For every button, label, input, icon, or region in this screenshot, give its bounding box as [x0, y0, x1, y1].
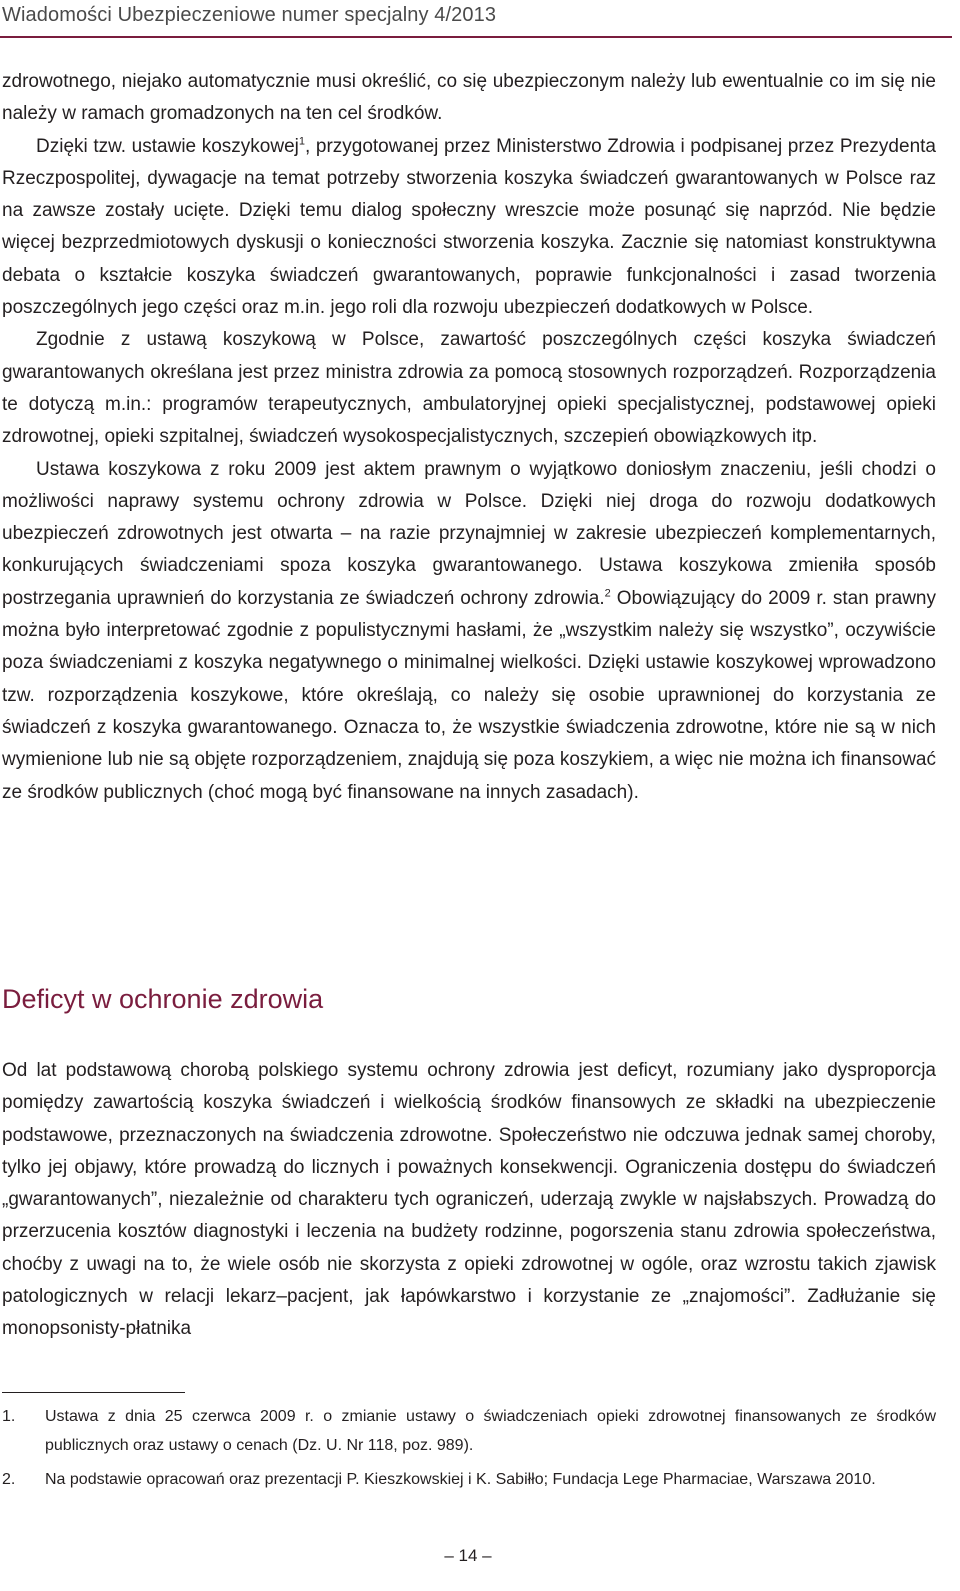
footnote-text: Na podstawie opracowań oraz prezentacji P. Kieszkowskiej i K. Sabiłło; Fundacja Lege Pharmaciae, Warszawa 2010.: [45, 1471, 876, 1488]
footnote-number: 1.: [2, 1408, 16, 1425]
footnote-ref-1[interactable]: 1: [298, 135, 305, 148]
footnote-1: [2, 1402, 936, 1460]
paragraph-text: Dzięki tzw. ustawie koszykowej: [36, 135, 299, 157]
footnote-divider: [2, 1392, 185, 1393]
paragraph-text: Ustawa koszykowa z roku 2009 jest aktem prawnym o wyjątkowo doniosłym znaczeniu, jeśli chodzi o możliwości naprawy systemu ochrony zdrowia w Polsce. Dzięki niej droga do rozwoju dodatkowych ubezpieczeń zdrowotnych jest otwarta – na razie przynajmniej w zakresie ubezpieczeń komplementarnych, konkurujących świadczeniami spoza koszyka gwarantowanego. Ustawa koszykowa zmieniła sposób postrzegania uprawnień do korzystania ze świadczeń ochrony zdrowia.: [2, 458, 936, 609]
paragraph-deficit: Od lat podstawową chorobą polskiego systemu ochrony zdrowia jest deficyt, rozumiany jako dysproporcja pomiędzy zawartością koszyka świadczeń i wielkością środków finansowych ze składki na ubezpieczenie podstawowe, przeznaczonych na świadczenia zdrowotne. Społeczeństwo nie odczuwa jednak samej choroby, tylko jej objawy, które prowadzą do licznych i poważnych konsekwencji. Ograniczenia dostępu do świadczeń „gwarantowanych”, niezależnie od charakteru tych ograniczeń, uderzają zwykle w najsłabszych. Prowadzą do przerzucenia kosztów diagnostyki i leczenia na budżety rodzinne, pogorszenia stanu zdrowia społeczeństwa, choćby z uwagi na to, że wiele osób nie skorzysta z opieki zdrowotnej w ogóle, oraz wzrostu takich zjawisk patologicznych w relacji lekarz–pacjent, jak łapówkarstwo i korzystanie ze „znajomości”. Zadłużanie się monopsonisty-płatnika: [2, 1060, 936, 1340]
footnote-number: 2.: [2, 1471, 16, 1488]
footnote-ref-2[interactable]: 2: [604, 587, 611, 600]
paragraph-text: Obowiązujący do 2009 r. stan prawny można było interpretować zgodnie z populistycznymi hasłami, że „wszystkim należy się wszystko”, oczywiście poza świadczeniami z koszyka negatywnego o minimalnej wielkości. Dzięki ustawie koszykowej wprowadzono tzw. rozporządzenia koszykowe, które określają, co należy się osobie uprawnionej do korzystania ze świadczeń z koszyka gwarantowanego. Oznacza to, że wszystkie świadczenia zdrowotne, które nie są w nich wymienione lub nie są objęte rozporządzeniem, znajdują się poza koszykiem, a więc nie można ich finansować ze środków publicznych (choć mogą być finansowane na innych zasadach).: [2, 587, 936, 803]
paragraph-continuation: zdrowotnego, niejako automatycznie musi określić, co się ubezpieczonym należy lub ewentualnie co im się nie należy w ramach gromadzonych na ten cel środków.: [2, 71, 936, 125]
section-heading: Deficyt w ochronie zdrowia: [2, 984, 324, 1014]
section-body: [2, 1055, 936, 1346]
footnotes: [2, 1402, 936, 1499]
paragraph-act-2009: [2, 454, 936, 809]
paragraph-basket-act: [2, 131, 936, 325]
paragraph-text: , przygotowanej przez Ministerstwo Zdrowia i podpisanej przez Prezydenta Rzeczpospolitej, dywagacje na temat potrzeby stworzenia koszyka świadczeń gwarantowanych w Polsce raz na zawsze zostały ucięte. Dzięki temu dialog społeczny wreszcie może posunąć się naprzód. Nie będzie więcej bezprzedmiotowych dyskusji o konieczności stworzenia koszyka. Zacznie się natomiast konstruktywna debata o kształcie koszyka świadczeń gwarantowanych, poprawie funkcjonalności i zasad tworzenia poszczególnych jego części oraz m.in. jego roli dla rozwoju ubezpieczeń dodatkowych w Polsce.: [2, 135, 936, 319]
paragraph-regulations: Zgodnie z ustawą koszykową w Polsce, zawartość poszczególnych części koszyka świadczeń gwarantowanych określana jest przez ministra zdrowia za pomocą stosownych rozporządzeń. Rozporządzenia te dotyczą m.in.: programów terapeutycznych, ambulatoryjnej opieki specjalistycznej, podstawowej opieki zdrowotnej, opieki szpitalnej, świadczeń wysokospecjalistycznych, szczepień obowiązkowych itp.: [2, 329, 936, 448]
journal-title: Wiadomości Ubezpieczeniowe numer specjalny 4/2013: [2, 4, 497, 26]
body-text-before-heading: [2, 66, 936, 809]
running-header: [0, 0, 952, 38]
page-number: – 14 –: [444, 1546, 492, 1565]
footnote-text: Ustawa z dnia 25 czerwca 2009 r. o zmianie ustawy o świadczeniach opieki zdrowotnej finansowanych ze środków publicznych oraz ustawy o cenach (Dz. U. Nr 118, poz. 989).: [45, 1408, 936, 1454]
footnote-2: [2, 1465, 936, 1494]
